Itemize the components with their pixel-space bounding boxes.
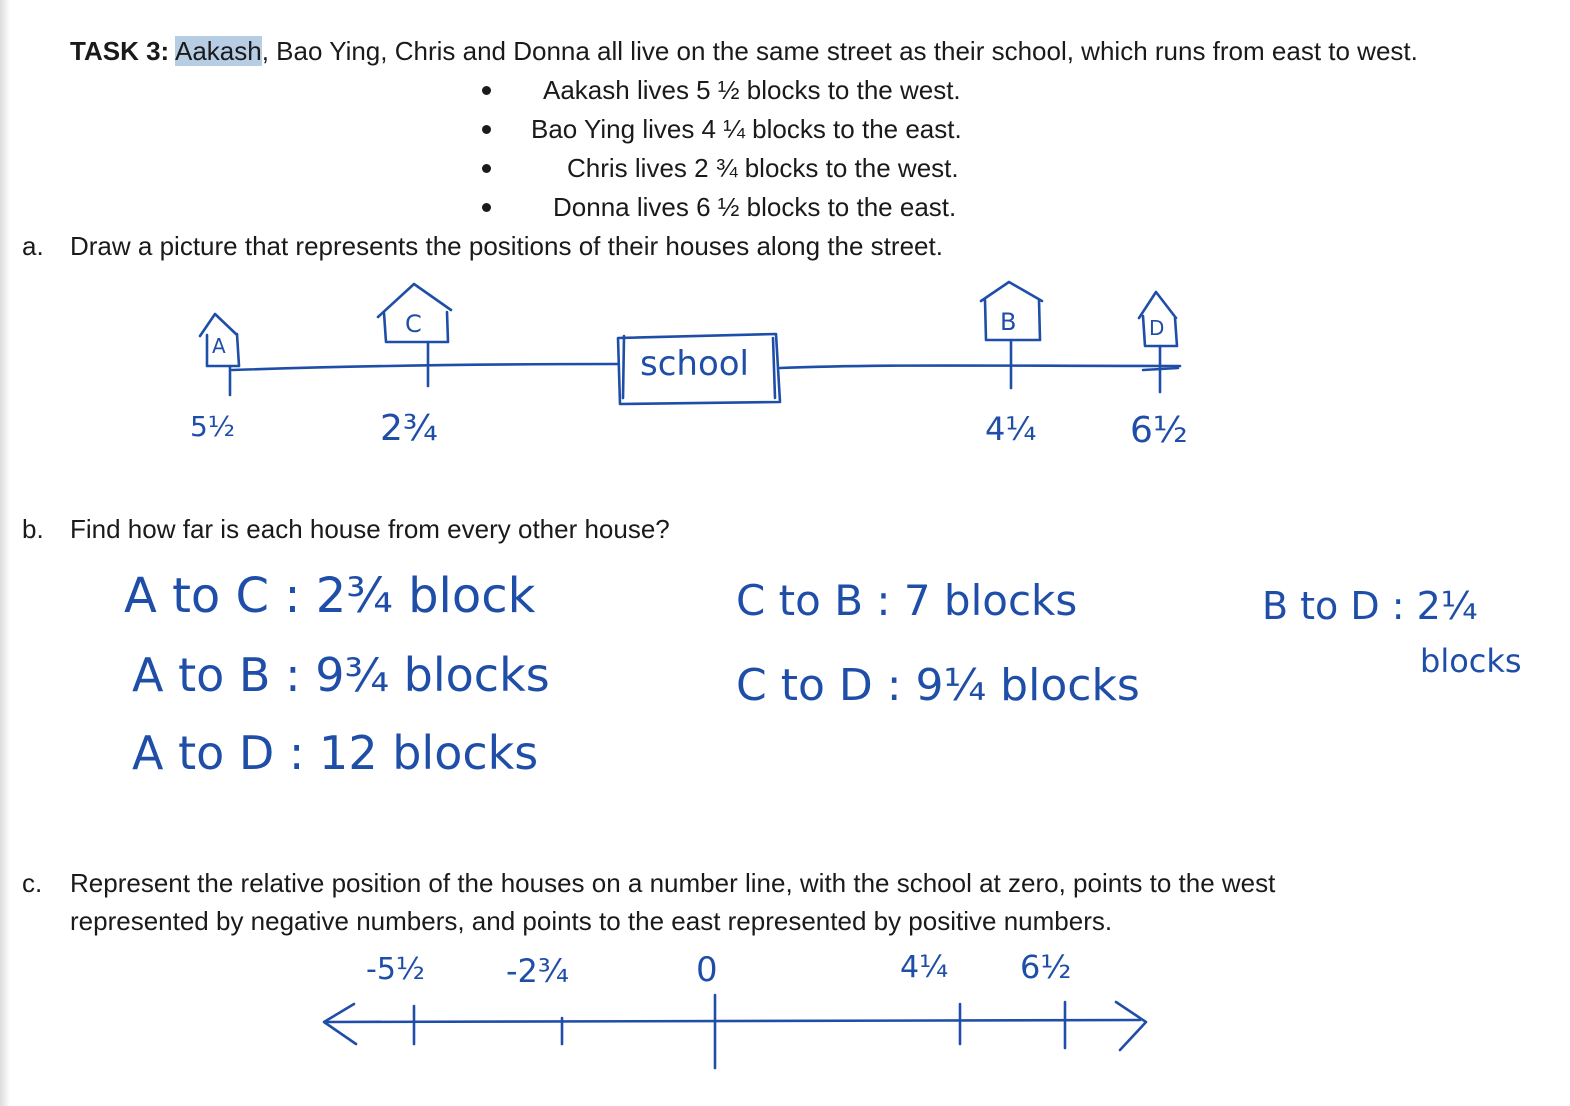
task-text: , Bao Ying, Chris and Donna all live on the same street as their school, which runs from east to west. bbox=[261, 36, 1418, 66]
school-label: school bbox=[640, 344, 750, 384]
tick-label-6-half: 6½ bbox=[1020, 948, 1072, 986]
bullet-donna: Donna lives 6 ½ blocks to the east. bbox=[553, 192, 957, 222]
bullet-aakash: Aakash lives 5 ½ blocks to the west. bbox=[543, 75, 961, 105]
tick-label-4-quarter: 4¼ bbox=[900, 950, 949, 985]
house-label-b: B bbox=[1000, 308, 1017, 336]
part-a-prompt: Draw a picture that represents the positions of their houses along the street. bbox=[70, 231, 943, 261]
distance-label-c: 2¾ bbox=[380, 408, 438, 449]
part-b-prompt: Find how far is each house from every other house? bbox=[70, 514, 670, 544]
distance-label-b: 4¼ bbox=[985, 410, 1037, 448]
answer-c-to-b: C to B : 7 blocks bbox=[736, 576, 1078, 625]
house-label-d: D bbox=[1149, 316, 1165, 340]
tick-label-neg-5-half: -5½ bbox=[366, 952, 425, 987]
answer-b-to-d: B to D : 2¼ bbox=[1262, 584, 1478, 628]
part-a-letter: a. bbox=[22, 231, 44, 261]
answer-a-to-d: A to D : 12 blocks bbox=[132, 726, 539, 780]
part-c-prompt-line1: Represent the relative position of the houses on a number line, with the school at zero, points to the west bbox=[70, 868, 1276, 898]
part-b-letter: b. bbox=[22, 514, 44, 544]
house-label-c: C bbox=[405, 310, 422, 338]
part-c-prompt-line2: represented by negative numbers, and points to the east represented by positive numbers. bbox=[70, 906, 1113, 936]
bullet-chris: Chris lives 2 ¾ blocks to the west. bbox=[567, 153, 959, 183]
tick-label-zero: 0 bbox=[696, 950, 718, 990]
house-label-a: A bbox=[212, 334, 226, 358]
bullet-bao-ying: Bao Ying lives 4 ¼ blocks to the east. bbox=[531, 114, 962, 144]
part-c-letter: c. bbox=[22, 868, 43, 898]
highlighted-name[interactable]: Aakash bbox=[175, 36, 262, 66]
distance-label-d: 6½ bbox=[1130, 410, 1188, 451]
task-label: TASK 3: bbox=[70, 36, 170, 66]
tick-label-neg-2-three-quarters: -2¾ bbox=[506, 952, 569, 990]
answer-b-to-d-unit: blocks bbox=[1420, 642, 1522, 680]
answer-c-to-d: C to D : 9¼ blocks bbox=[736, 660, 1140, 711]
distance-label-a: 5½ bbox=[190, 410, 235, 443]
answer-a-to-c: A to C : 2¾ block bbox=[124, 568, 536, 624]
answer-a-to-b: A to B : 9¾ blocks bbox=[132, 648, 550, 702]
